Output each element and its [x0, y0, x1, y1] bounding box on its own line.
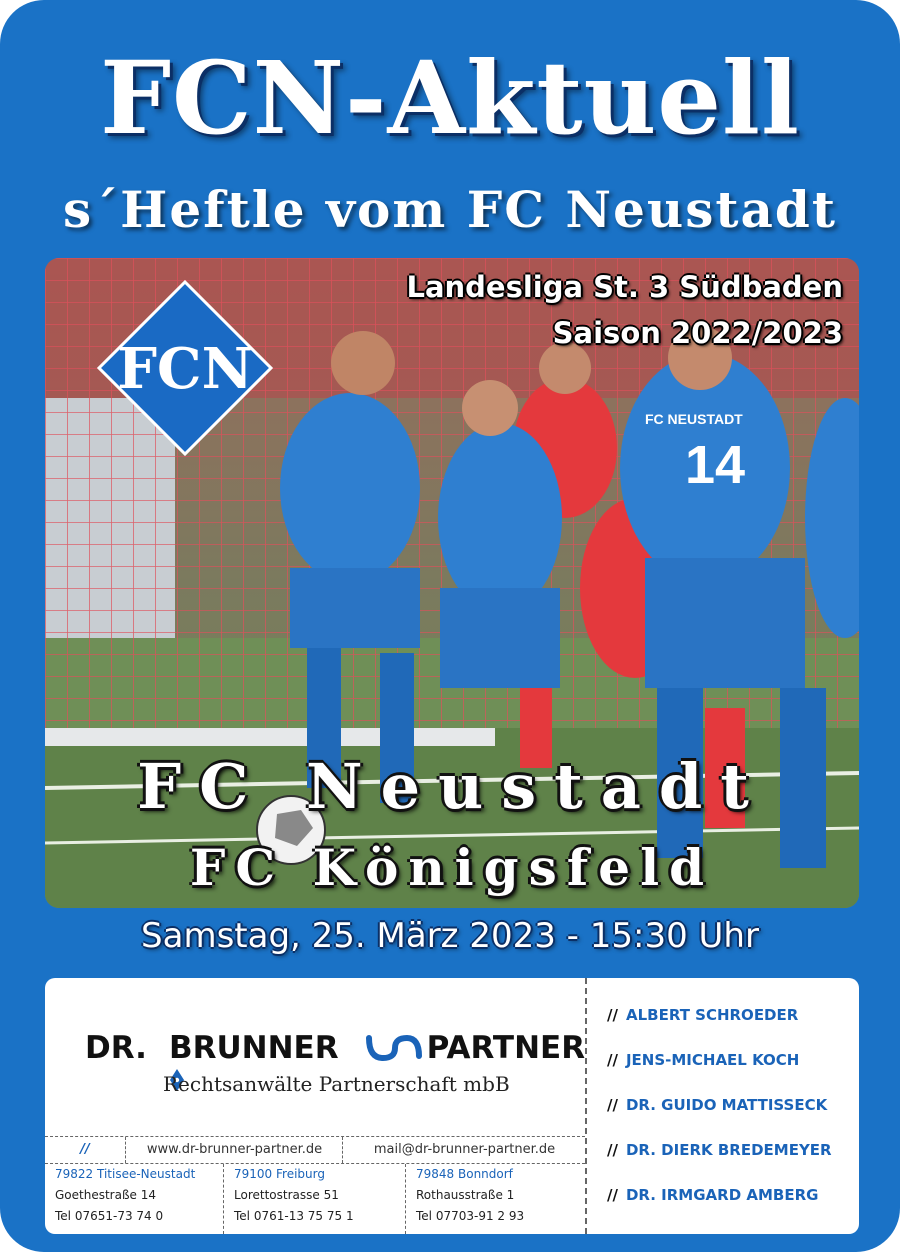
league-name: Landesliga St. 3 Südbaden — [406, 270, 843, 304]
partner-slashes: // — [607, 1096, 618, 1114]
email-link[interactable]: mail@dr-brunner-partner.de — [342, 1137, 586, 1163]
partner-name: JENS-MICHAEL KOCH — [625, 1051, 800, 1069]
office-street: Lorettostrasse 51 — [234, 1188, 339, 1202]
column-divider — [585, 978, 587, 1234]
league-info — [406, 264, 843, 356]
partner-list — [607, 1000, 847, 1225]
office-city: 79848 Bonndorf — [416, 1167, 513, 1181]
website-link[interactable]: www.dr-brunner-partner.de — [125, 1137, 343, 1163]
partner-slashes: // — [607, 1141, 618, 1159]
contact-strip — [45, 1136, 585, 1164]
partner-name: DR. DIERK BREDEMEYER — [625, 1141, 832, 1159]
partner-item — [607, 1000, 847, 1045]
strip-slashes: // — [80, 1142, 90, 1157]
office-street: Rothausstraße 1 — [416, 1188, 515, 1202]
partner-item — [607, 1135, 847, 1180]
office-phone: Tel 07651-73 74 0 — [55, 1209, 164, 1223]
magazine-title: FCN-Aktuell — [100, 39, 800, 157]
partner-item — [607, 1090, 847, 1135]
partner-name: ALBERT SCHROEDER — [625, 1006, 799, 1024]
match-photo — [45, 258, 859, 908]
magazine-subtitle: s´Heftle vom FC Neustadt — [62, 180, 837, 239]
partner-slashes: // — [607, 1006, 618, 1024]
firm-subtitle: Rechtsanwälte Partnerschaft mbB — [163, 1072, 510, 1096]
jersey-name: FC NEUSTADT — [645, 411, 743, 427]
firm-link-icon — [363, 1032, 423, 1062]
sponsor-ad — [45, 978, 859, 1234]
office-phone: Tel 07703-91 2 93 — [416, 1209, 525, 1223]
home-team: FC Neustadt — [137, 750, 767, 823]
match-date: Samstag, 25. März 2023 - 15:30 Uhr — [141, 916, 759, 956]
partner-slashes: // — [607, 1051, 618, 1069]
office-city: 79822 Titisee-Neustadt — [55, 1167, 196, 1181]
jersey-number: 14 — [685, 435, 746, 495]
partner-name: DR. IRMGARD AMBERG — [625, 1186, 819, 1204]
sponsor-firm-block — [45, 978, 585, 1234]
firm-name-dr: DR. — [85, 1030, 147, 1066]
partner-slashes: // — [607, 1186, 618, 1204]
office-phone: Tel 0761-13 75 75 1 — [234, 1209, 354, 1223]
office-freiburg — [223, 1164, 405, 1234]
partner-item — [607, 1180, 847, 1225]
firm-name-partner: PARTNER — [426, 1030, 586, 1066]
office-bonndorf — [405, 1164, 585, 1234]
club-logo-text: FCN — [117, 336, 253, 402]
office-list — [45, 1164, 585, 1234]
office-titisee — [45, 1164, 223, 1234]
away-team: FC Königsfeld — [189, 838, 715, 897]
office-city: 79100 Freiburg — [234, 1167, 325, 1181]
club-logo — [95, 278, 275, 458]
firm-name — [85, 1028, 585, 1068]
partner-item — [607, 1045, 847, 1090]
season: Saison 2022/2023 — [552, 316, 843, 350]
office-street: Goethestraße 14 — [55, 1188, 156, 1202]
partner-name: DR. GUIDO MATTISSECK — [625, 1096, 828, 1114]
firm-name-brunner: BRUNNER — [168, 1030, 339, 1066]
